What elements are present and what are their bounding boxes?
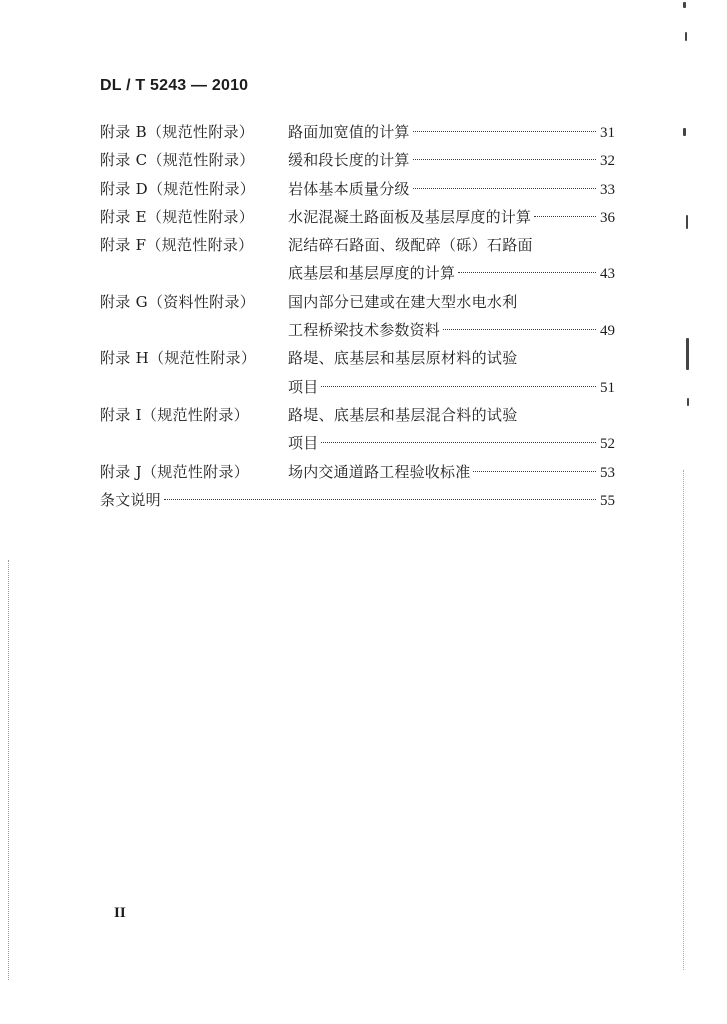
toc-entry-label: 附录 D（规范性附录） bbox=[100, 179, 256, 198]
dot-leader bbox=[164, 499, 596, 500]
toc-entry-appendix-b[interactable] bbox=[100, 118, 615, 146]
toc-entry-label: 附录 H（规范性附录） bbox=[100, 349, 257, 368]
toc-entry-appendix-i[interactable] bbox=[100, 401, 615, 458]
toc-entry-title-line-1: 国内部分已建或在建大型水电水利 bbox=[288, 292, 518, 311]
toc-entry-page: 49 bbox=[600, 323, 615, 340]
toc-entry-label: 附录 J（规范性附录） bbox=[100, 462, 250, 481]
scan-speck bbox=[686, 338, 689, 370]
dot-leader bbox=[458, 272, 596, 273]
dot-leader bbox=[413, 159, 596, 160]
toc-entry-label: 附录 E（规范性附录） bbox=[100, 207, 255, 226]
toc-entry-title-line-2: 项目 bbox=[288, 434, 319, 453]
toc-entry-page: 31 bbox=[600, 125, 615, 141]
toc-entry-title-line-2: 项目 bbox=[288, 377, 319, 396]
toc-entry-title-line-2: 工程桥梁技术参数资料 bbox=[288, 321, 441, 340]
toc-entry-title-line-1: 路堤、底基层和基层混合料的试验 bbox=[288, 405, 518, 424]
toc-entry-title: 缓和段长度的计算 bbox=[288, 151, 410, 170]
toc-entry-title: 场内交通道路工程验收标准 bbox=[288, 462, 471, 481]
dot-leader bbox=[443, 329, 596, 330]
scan-speck bbox=[686, 215, 688, 229]
toc-entry-title: 路面加宽值的计算 bbox=[288, 123, 410, 141]
toc-entry-explanation[interactable] bbox=[100, 486, 615, 514]
toc-entry-appendix-c[interactable] bbox=[100, 146, 615, 174]
toc-entry-page: 52 bbox=[600, 436, 615, 453]
toc-entry-appendix-e[interactable] bbox=[100, 203, 615, 231]
toc-entry-appendix-g[interactable] bbox=[100, 288, 615, 345]
toc-entry-page: 32 bbox=[600, 153, 615, 170]
toc-entry-page: 53 bbox=[600, 464, 615, 481]
toc-entry-appendix-h[interactable] bbox=[100, 344, 615, 401]
toc-entry-page: 51 bbox=[600, 379, 615, 396]
scan-edge-right bbox=[683, 470, 685, 970]
toc-entry-title-line-1: 泥结碎石路面、级配碎（砾）石路面 bbox=[288, 236, 533, 255]
toc-entry-page: 33 bbox=[600, 181, 615, 198]
toc-entry-appendix-f[interactable] bbox=[100, 231, 615, 288]
scan-speck bbox=[683, 128, 686, 136]
dot-leader bbox=[413, 131, 596, 132]
toc-entry-label: 附录 C（规范性附录） bbox=[100, 151, 255, 170]
toc-entry-title: 条文说明 bbox=[100, 490, 161, 509]
toc-entry-title-line-2: 底基层和基层厚度的计算 bbox=[288, 264, 456, 283]
toc-entry-label: 附录 G（资料性附录） bbox=[100, 292, 256, 311]
toc-entry-label: 附录 I（规范性附录） bbox=[100, 405, 249, 424]
page-numeral: II bbox=[114, 905, 126, 921]
table-of-contents bbox=[100, 118, 615, 514]
scan-speck bbox=[683, 2, 686, 8]
toc-entry-appendix-d[interactable] bbox=[100, 175, 615, 203]
scan-edge-left bbox=[8, 560, 10, 980]
toc-entry-title-line-1: 路堤、底基层和基层原材料的试验 bbox=[288, 349, 518, 368]
toc-entry-label: 附录 F（规范性附录） bbox=[100, 236, 254, 255]
toc-entry-page: 55 bbox=[600, 492, 615, 509]
toc-entry-page: 36 bbox=[600, 209, 615, 226]
scan-speck bbox=[685, 32, 687, 41]
dot-leader bbox=[413, 188, 596, 189]
dot-leader bbox=[473, 471, 596, 472]
dot-leader bbox=[321, 386, 596, 387]
dot-leader bbox=[534, 216, 596, 217]
toc-entry-title: 岩体基本质量分级 bbox=[288, 179, 410, 198]
toc-entry-page: 43 bbox=[600, 266, 615, 283]
scan-speck bbox=[687, 398, 689, 406]
document-code-header: DL / T 5243 — 2010 bbox=[100, 77, 249, 94]
dot-leader bbox=[321, 442, 596, 443]
toc-entry-appendix-j[interactable] bbox=[100, 458, 615, 486]
toc-entry-title: 水泥混凝土路面板及基层厚度的计算 bbox=[288, 207, 532, 226]
toc-entry-label: 附录 B（规范性附录） bbox=[100, 123, 255, 141]
